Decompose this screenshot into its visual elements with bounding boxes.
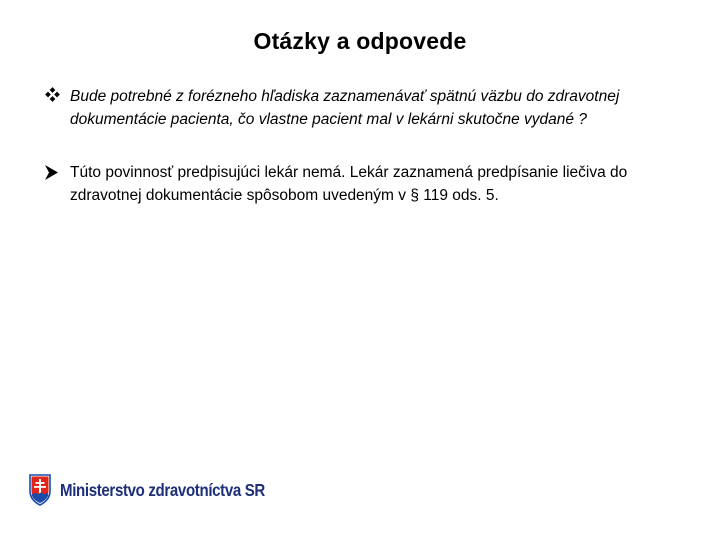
logo-text: Ministerstvo zdravotníctva SR	[60, 479, 265, 500]
slovak-coat-of-arms-icon	[28, 474, 52, 506]
bullet-text: Túto povinnosť predpisujúci lekár nemá. Lekár zaznamená predpísanie liečiva do zdravotnej dokumentácie spôsobom uvedeným v § 119 ods. 5.	[70, 164, 628, 204]
slide-title: Otázky a odpovede	[253, 28, 467, 54]
diamond-four-icon	[42, 85, 64, 108]
bullet-text: Bude potrebné z forézneho hľadiska zaznamenávať spätnú väzbu do zdravotnej dokumentácie pacienta, čo vlastne pacient mal v lekárni skutočne vydané ?	[70, 88, 620, 128]
bullet-item	[42, 161, 682, 207]
ministry-logo	[28, 474, 298, 506]
bullet-item	[42, 85, 682, 131]
arrowhead-icon	[42, 161, 64, 184]
